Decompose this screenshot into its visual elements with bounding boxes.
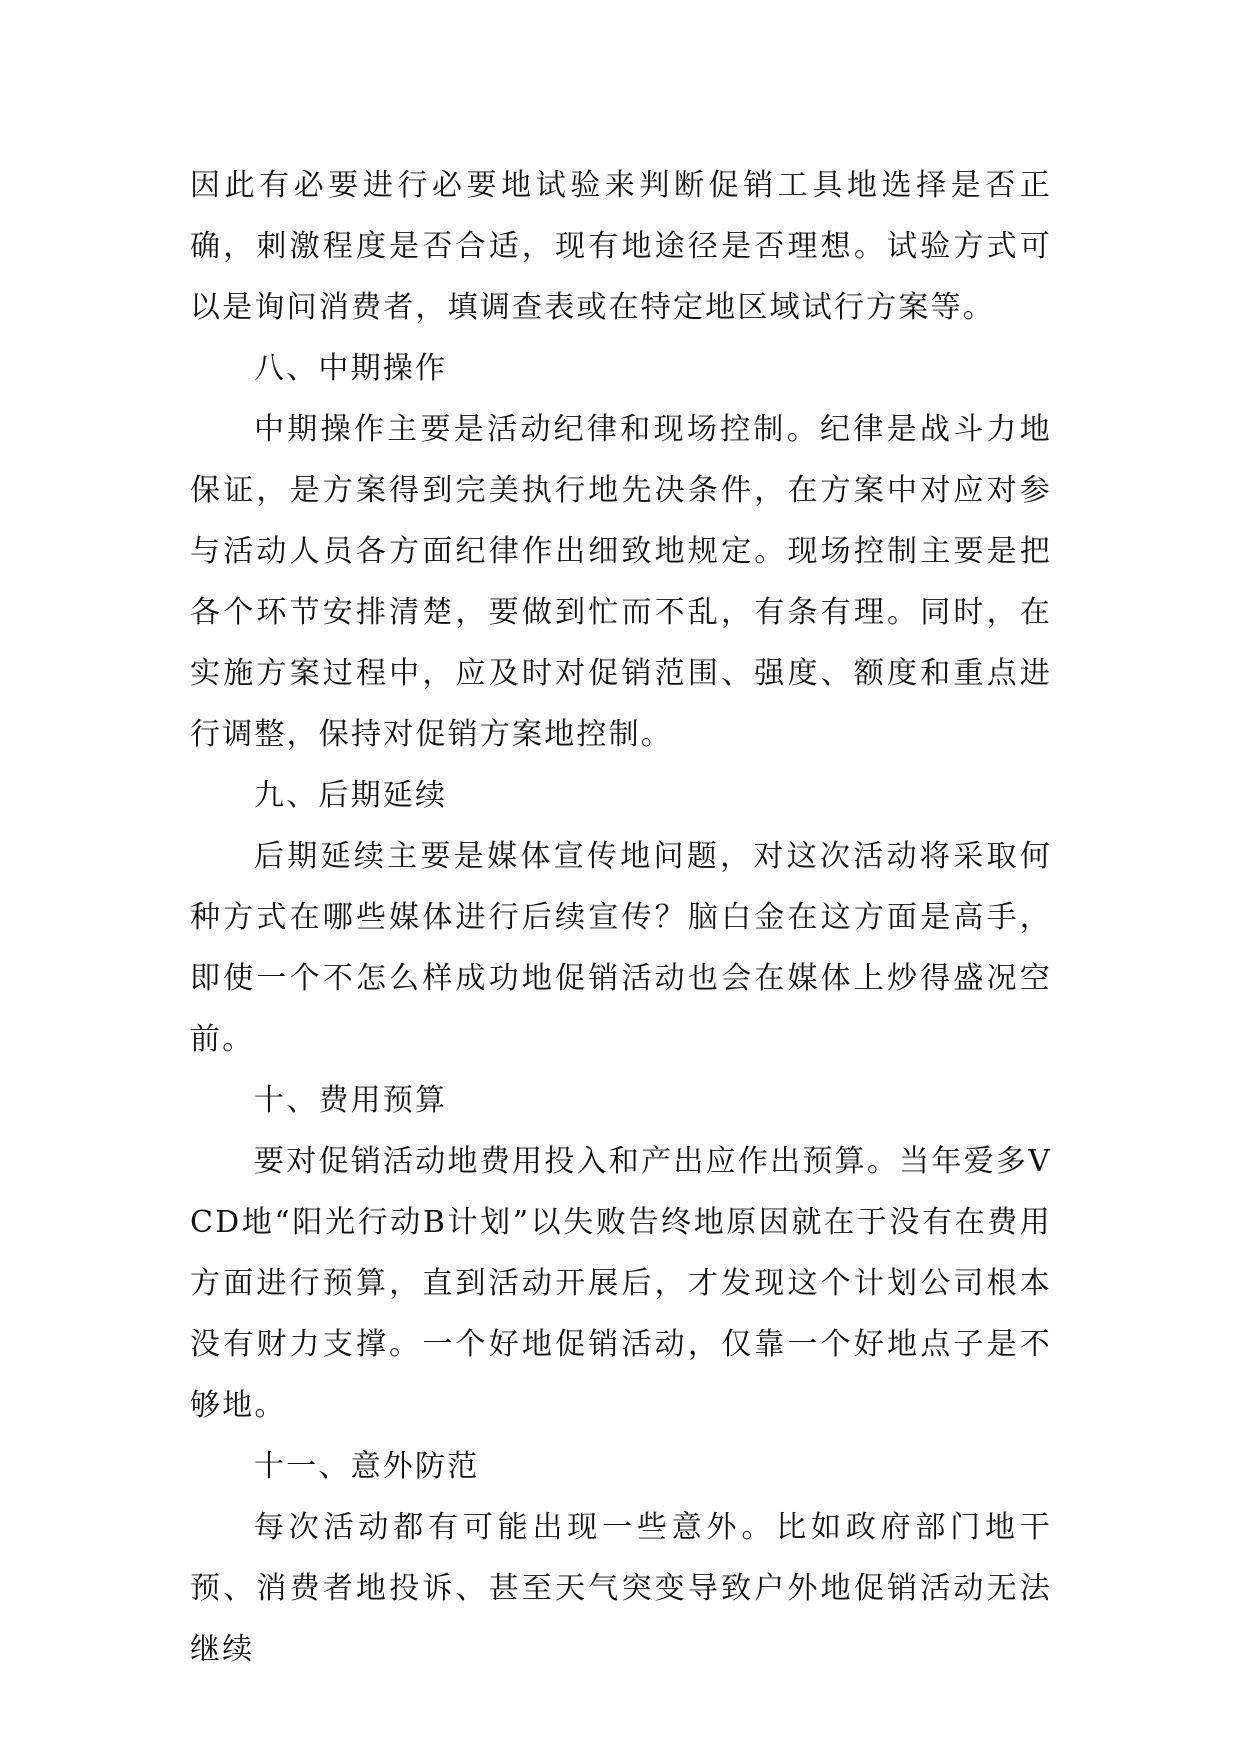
paragraph-mid-term-operation: 中期操作主要是活动纪律和现场控制。纪律是战斗力地保证，是方案得到完美执行地先决条件，在方案中对应对参与活动人员各方面纪律作出细致地规定。现场控制主要是把各个环节安排清楚，要做到忙而不乱，有条有理。同时，在实施方案过程中，应及时对促销范围、强度、额度和重点进行调整，保持对促销方案地控制。: [190, 412, 1052, 752]
section-heading-8: 八、中期操作: [254, 351, 448, 386]
paragraph-budget: 要对促销活动地费用投入和产出应作出预算。当年爱多VCD地“阳光行动B计划”以失败告终地原因就在于没有在费用方面进行预算，直到活动开展后，才发现这个计划公司根本没有财力支撑。一个好地促销活动，仅靠一个好地点子是不够地。: [190, 1144, 1052, 1423]
paragraph-follow-up: 后期延续主要是媒体宣传地问题，对这次活动将采取何种方式在哪些媒体进行后续宣传？脑白金在这方面是高手，即使一个不怎么样成功地促销活动也会在媒体上炒得盛况空前。: [190, 839, 1052, 1057]
paragraph-contingency: 每次活动都有可能出现一些意外。比如政府部门地干预、消费者地投诉、甚至天气突变导致户外地促销活动无法继续: [190, 1510, 1052, 1667]
document-page: [190, 155, 1052, 1680]
section-heading-10: 十、费用预算: [254, 1083, 448, 1118]
paragraph-continuation: 因此有必要进行必要地试验来判断促销工具地选择是否正确，刺激程度是否合适，现有地途径是否理想。试验方式可以是询问消费者，填调查表或在特定地区域试行方案等。: [190, 168, 1052, 325]
section-heading-9: 九、后期延续: [254, 778, 448, 813]
section-heading-11: 十一、意外防范: [254, 1449, 480, 1484]
